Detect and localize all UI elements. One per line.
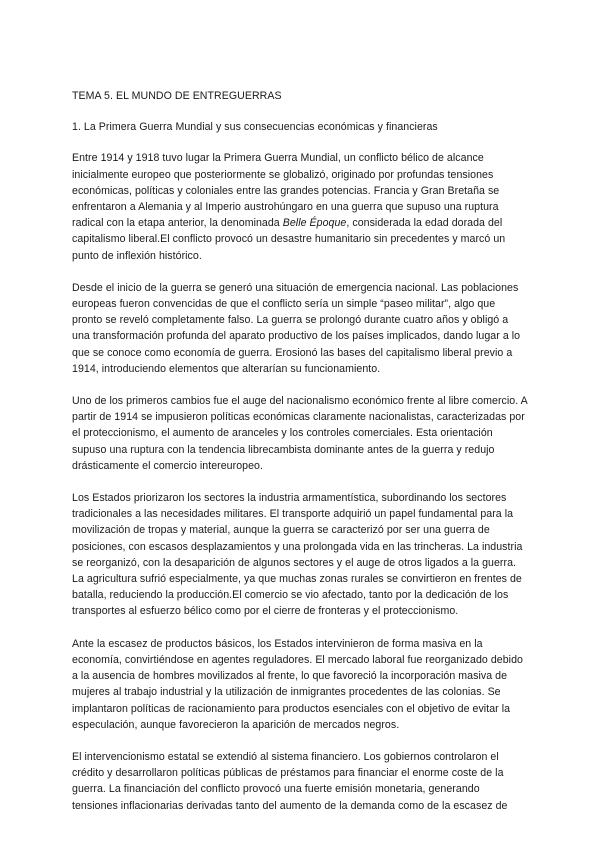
- section-heading: 1. La Primera Guerra Mundial y sus consecuencias económicas y financieras: [72, 121, 438, 134]
- paragraph-6: El intervencionismo estatal se extendió al sistema financiero. Los gobiernos controlaron el crédito y desarrollaron políticas públicas de préstamos para financiar el enorme coste de la guerra. La financiación del conflicto provocó una fuerte emisión monetaria, generando tensiones inflacionarias derivadas tanto del aumento de la demanda como de la escasez de: [72, 750, 508, 812]
- paragraph-5: Ante la escasez de productos básicos, los Estados intervinieron de forma masiva en la economía, convirtiéndose en agentes reguladores. El mercado laboral fue reorganizado debido a la ausencia de hombres movilizados al frente, lo que favoreció la incorporación masiva de mujeres al trabajo industrial y la utilización de inmigrantes procedentes de las colonias. Se implantaron políticas de racionamiento para productos esenciales con el objetivo de evitar la especulación, aunque favorecieron la aparición de mercados negros.: [72, 637, 523, 731]
- paragraph-1-italic-term: Belle Époque: [282, 217, 347, 230]
- paragraph-1-text-b: , considerada la edad dorada del capitalismo liberal.El conflicto provocó un desastre humanitario sin precedentes y marcó un punto de inflexión histórico.: [72, 217, 506, 262]
- paragraph-1-text-a: Entre 1914 y 1918 tuvo lugar la Primera Guerra Mundial, un conflicto bélico de alcance inicialmente europeo que posteriormente se globalizó, originado por profundas tensiones económicas, políticas y coloniales entre las grandes potencias. Francia y Gran Bretaña se enfrentaron a Alemania y al Imperio austrohúngaro en una guerra que supuso una ruptura radical con la etapa anterior, la denominada: [72, 152, 500, 230]
- paragraph-4: Los Estados priorizaron los sectores la industria armamentística, subordinando los sectores tradicionales a las necesidades militares. El transporte adquirió un papel fundamental para la movilización de tropas y material, aunque la guerra se caracterizó por ser una guerra de posiciones, con escasos desplazamientos y una prolongada vida en las trincheras. La industria se reorganizó, con la desaparición de algunos sectores y el auge de otros ligados a la guerra. La agricultura sufrió especialmente, ya que muchas zonas rurales se convirtieron en frentes de batalla, reduciendo la producción.El comercio se vio afectado, tanto por la dedicación de los transportes al esfuerzo bélico como por el cierre de fronteras y el proteccionismo.: [72, 492, 523, 618]
- document-title: TEMA 5. EL MUNDO DE ENTREGUERRAS: [72, 90, 282, 102]
- paragraph-1: [72, 150, 528, 263]
- paragraph-2: Desde el inicio de la guerra se generó una situación de emergencia nacional. Las poblaciones europeas fueron convencidas de que el conflicto sería un simple “paseo militar”, algo que pronto se reveló completamente falso. La guerra se prolongó durante cuatro años y obligó a una transformación profunda del aparato productivo de los países implicados, dando lugar a lo que se conoce como economía de guerra. Erosionó las bases del capitalismo liberal previo a 1914, introduciendo elementos que alterarían su funcionamiento.: [72, 281, 521, 375]
- paragraph-3: Uno de los primeros cambios fue el auge del nacionalismo económico frente al libre comercio. A partir de 1914 se impusieron políticas económicas claramente nacionalistas, caracterizadas por el proteccionismo, el aumento de aranceles y los controles comerciales. Esta orientación supuso una ruptura con la tendencia librecambista dominante antes de la guerra y redujo drásticamente el comercio intereuropeo.: [72, 395, 528, 472]
